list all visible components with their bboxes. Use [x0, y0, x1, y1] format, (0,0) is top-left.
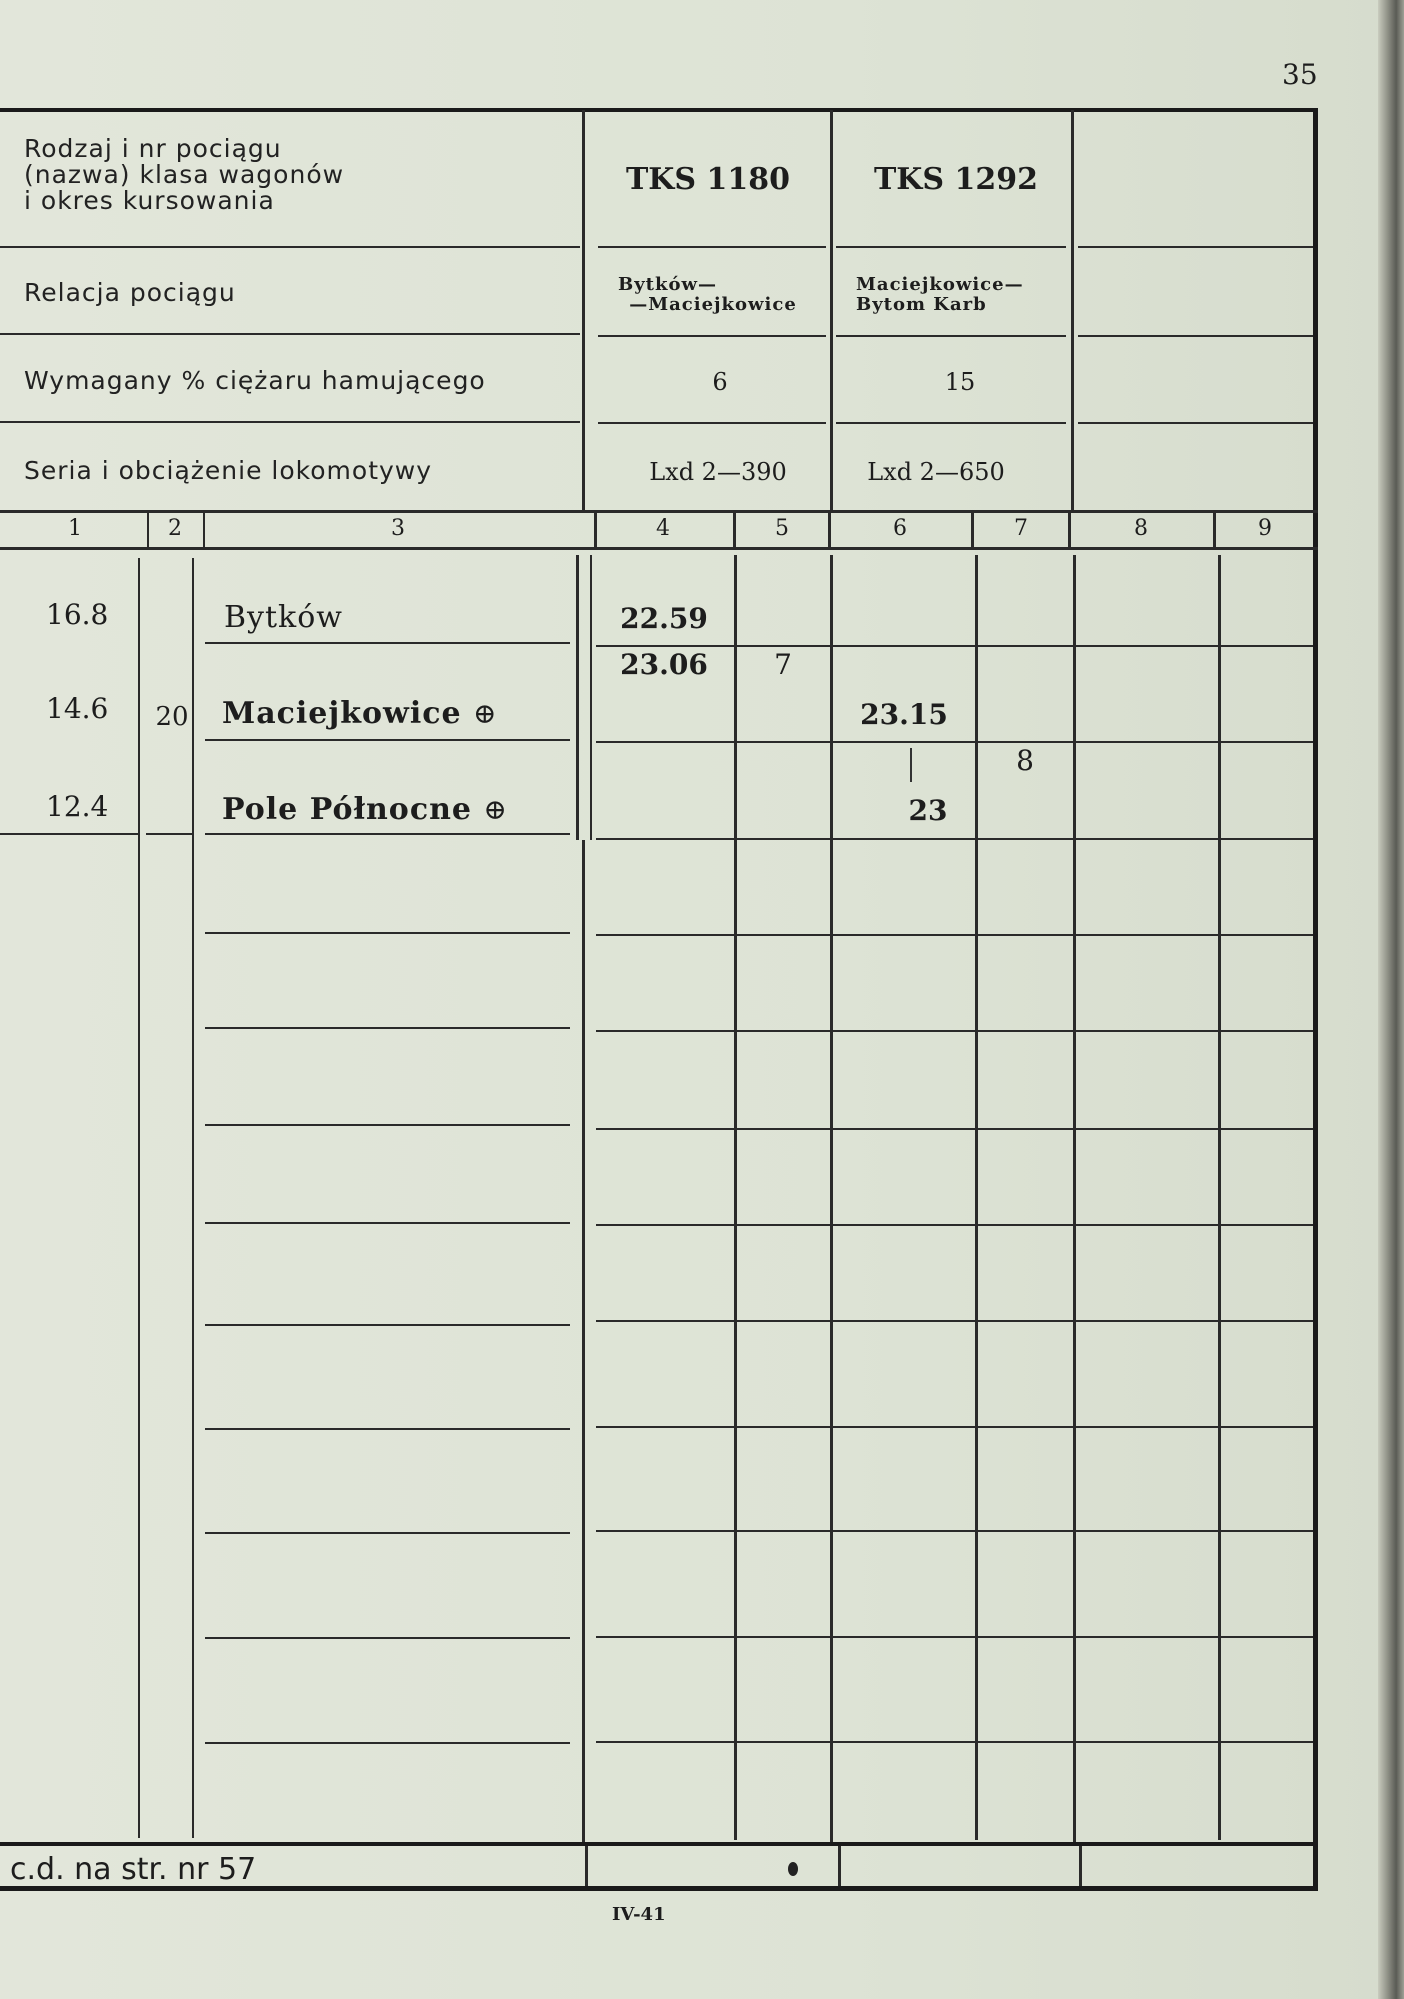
header-rule-3c [836, 422, 1066, 424]
train-1-relation [598, 275, 828, 315]
body-vline-3c [590, 555, 592, 840]
body-vline-4 [734, 555, 737, 1840]
colband-sep-4 [733, 513, 736, 547]
station-2-name: Maciejkowice [222, 696, 462, 731]
colband-sep-5 [828, 513, 831, 547]
time-rule-7 [596, 1224, 1313, 1226]
station-2-row [222, 696, 498, 731]
station-3-km: 12.4 [46, 790, 109, 823]
col-num-7: 7 [1014, 516, 1028, 541]
time-rule-3 [596, 838, 1313, 840]
station-rule-5 [205, 1027, 570, 1029]
station-2-symbol-icon: ⊕ [473, 697, 498, 730]
station-rule-12 [205, 1742, 570, 1744]
colband-sep-1 [147, 513, 149, 547]
station-rule-2 [205, 739, 570, 741]
continuation-note: c.d. na str. nr 57 [10, 1852, 257, 1887]
brake-label: Wymagany % ciężaru hamującego [24, 366, 486, 395]
header-rule-1b [598, 246, 826, 248]
body-vline-3a [576, 555, 579, 840]
table-right-border [1313, 108, 1318, 1886]
train-1-col5-value: 7 [774, 648, 792, 681]
time-rule-9 [596, 1426, 1313, 1428]
station-rule-7 [205, 1222, 570, 1224]
body-vline-1 [138, 558, 140, 1838]
train-2-loco: Lxd 2—650 [867, 458, 1005, 486]
header-divider-2 [830, 110, 833, 510]
station-rule-10 [205, 1532, 570, 1534]
station-1-km: 16.8 [46, 598, 109, 631]
colband-sep-2 [203, 513, 205, 547]
station-3-row [222, 792, 508, 827]
relation-label: Relacja pociągu [24, 278, 236, 307]
train-2-pass-mark [910, 748, 912, 782]
ink-dot [788, 1862, 798, 1876]
body-vline-7 [1073, 555, 1076, 1842]
header-rule-1d [1078, 246, 1313, 248]
footer-divider-2 [838, 1846, 841, 1886]
footer-divider-3 [1079, 1846, 1082, 1886]
col-num-2: 2 [168, 516, 182, 541]
header-rule-1c [836, 246, 1066, 248]
station-3-name: Pole Północne [222, 792, 472, 827]
loco-label: Seria i obciążenie lokomotywy [24, 456, 433, 485]
train-2-name: TKS 1292 [873, 162, 1038, 197]
station-rule-6 [205, 1124, 570, 1126]
train-2-relation-line2: Bytom Karb [856, 294, 987, 315]
time-rule-4 [596, 934, 1313, 936]
col-num-5: 5 [775, 516, 789, 541]
header-rule-1a [0, 246, 580, 248]
train-2-col7-value: 8 [1016, 744, 1034, 777]
col-num-1: 1 [68, 516, 82, 541]
column-band-bottom [0, 547, 1318, 550]
train-2-brake: 15 [944, 368, 976, 396]
footer-top-rule [0, 1842, 1318, 1846]
page-code: IV-41 [612, 1904, 666, 1925]
station-3-symbol-icon: ⊕ [483, 793, 508, 826]
station-rule-3 [205, 833, 570, 835]
train-1-name: TKS 1180 [625, 162, 790, 197]
train-type-label-line2: (nazwa) klasa wagonów [24, 160, 345, 189]
body-vline-8 [1218, 555, 1221, 1840]
header-rule-2b [598, 335, 826, 337]
header-rule-2d [1078, 335, 1313, 337]
train-type-label-line3: i okres kursowania [24, 186, 275, 215]
colband-sep-8 [1213, 513, 1216, 547]
body-vline-5 [830, 555, 833, 1842]
station-2-km: 14.6 [46, 692, 109, 725]
header-rule-3a [0, 421, 580, 423]
col-num-6: 6 [893, 516, 907, 541]
header-rule-2a [0, 333, 580, 335]
col-num-9: 9 [1258, 516, 1272, 541]
train-type-label [24, 136, 344, 214]
train-2-relation-line1: Maciejkowice— [856, 274, 1024, 295]
train-1-relation-line1: Bytków— [618, 274, 717, 295]
page-number: 35 [1282, 58, 1318, 91]
book-binding-edge [1378, 0, 1404, 1999]
time-rule-11 [596, 1636, 1313, 1638]
colband-sep-7 [1068, 513, 1071, 547]
train-2-time-pole: 23 [908, 794, 948, 827]
time-rule-2 [596, 741, 1313, 743]
time-rule-5 [596, 1030, 1313, 1032]
station-rule-8 [205, 1324, 570, 1326]
footer-divider-1 [585, 1846, 588, 1886]
time-rule-1 [596, 645, 1313, 647]
train-type-label-line1: Rodzaj i nr pociągu [24, 134, 282, 163]
col-num-3: 3 [391, 516, 405, 541]
train-1-loco: Lxd 2—390 [649, 458, 787, 486]
time-rule-8 [596, 1320, 1313, 1322]
col2-rule-3 [146, 833, 192, 835]
station-rule-4 [205, 932, 570, 934]
body-vline-3b [582, 840, 585, 1842]
train-2-relation [856, 275, 1076, 315]
colband-sep-6 [971, 513, 974, 547]
station-1-name: Bytków [224, 600, 343, 635]
train-1-relation-line2: —Maciejkowice [629, 294, 797, 315]
header-rule-3d [1078, 422, 1313, 424]
time-rule-6 [596, 1128, 1313, 1130]
train-1-arrival-bytkow: 22.59 [620, 602, 708, 635]
time-rule-10 [596, 1530, 1313, 1532]
header-divider-1 [582, 110, 585, 510]
body-vline-6 [975, 555, 978, 1840]
station-rule-11 [205, 1637, 570, 1639]
col-num-8: 8 [1134, 516, 1148, 541]
time-rule-12 [596, 1741, 1313, 1743]
column-band-top [0, 510, 1318, 513]
col-num-4: 4 [656, 516, 670, 541]
station-rule-1 [205, 642, 570, 644]
colband-sep-3 [594, 513, 597, 547]
body-vline-2 [192, 558, 194, 1838]
train-1-departure-bytkow: 23.06 [620, 648, 708, 681]
km-rule-3 [0, 833, 138, 835]
station-2-col2: 20 [155, 702, 189, 732]
table-top-border [0, 108, 1318, 112]
header-rule-2c [836, 335, 1066, 337]
header-rule-3b [598, 422, 826, 424]
station-rule-9 [205, 1428, 570, 1430]
train-1-brake: 6 [712, 368, 728, 396]
train-2-time-maciejkowice: 23.15 [860, 698, 948, 731]
